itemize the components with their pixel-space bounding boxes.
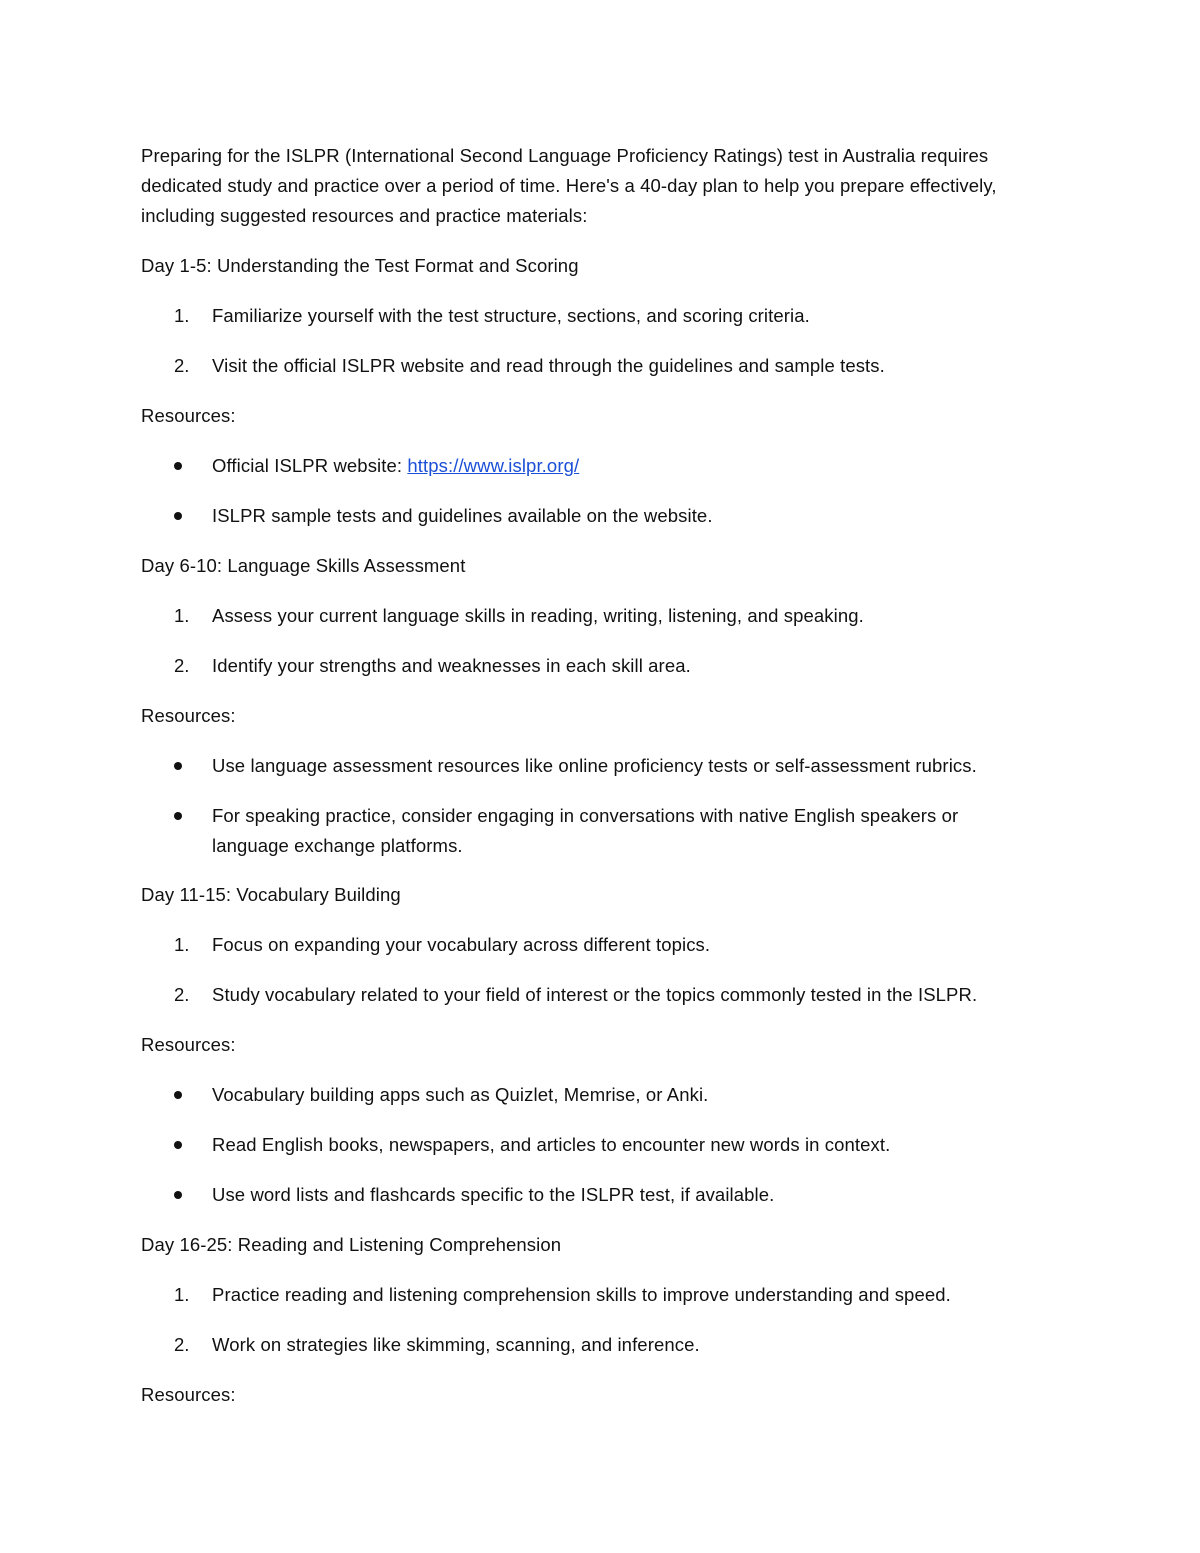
- step-text: Practice reading and listening comprehension skills to improve understanding and speed.: [212, 1284, 951, 1305]
- section-heading: Day 16-25: Reading and Listening Comprehension: [141, 1234, 562, 1255]
- resource-item: Vocabulary building apps such as Quizlet, Memrise, or Anki.: [212, 1084, 709, 1105]
- step-number: 1.: [174, 605, 190, 626]
- step-text: Study vocabulary related to your field of interest or the topics commonly tested in the ISLPR.: [212, 984, 978, 1005]
- step-text: Focus on expanding your vocabulary across different topics.: [212, 934, 711, 955]
- islpr-website-link[interactable]: https://www.islpr.org/: [407, 455, 580, 476]
- resources-label: Resources:: [141, 705, 236, 726]
- step-number: 2.: [174, 1334, 190, 1355]
- resource-item: Read English books, newspapers, and articles to encounter new words in context.: [212, 1134, 891, 1155]
- section-heading: Day 6-10: Language Skills Assessment: [141, 555, 466, 576]
- section-heading: Day 11-15: Vocabulary Building: [141, 884, 401, 905]
- step-number: 1.: [174, 1284, 190, 1305]
- step-text: Visit the official ISLPR website and read through the guidelines and sample tests.: [212, 355, 885, 376]
- bullet-dot: [174, 462, 182, 470]
- intro-line-2: dedicated study and practice over a period of time. Here's a 40-day plan to help you prepare effectively,: [141, 175, 997, 196]
- bullet-dot: [174, 512, 182, 520]
- step-text: Familiarize yourself with the test structure, sections, and scoring criteria.: [212, 305, 810, 326]
- step-text: Assess your current language skills in reading, writing, listening, and speaking.: [212, 605, 864, 626]
- step-text: Identify your strengths and weaknesses in each skill area.: [212, 655, 691, 676]
- bullet-dot: [174, 762, 182, 770]
- step-number: 2.: [174, 655, 190, 676]
- resource-text: Official ISLPR website:: [212, 455, 408, 476]
- step-number: 1.: [174, 934, 190, 955]
- intro-line-3: including suggested resources and practice materials:: [141, 205, 588, 226]
- bullet-dot: [174, 1091, 182, 1099]
- bullet-dot: [174, 812, 182, 820]
- resources-label: Resources:: [141, 405, 236, 426]
- resource-item-continued: language exchange platforms.: [212, 835, 463, 856]
- intro-line-1: Preparing for the ISLPR (International Second Language Proficiency Ratings) test in Australia requires: [141, 145, 989, 166]
- step-number: 1.: [174, 305, 190, 326]
- bullet-dot: [174, 1191, 182, 1199]
- step-number: 2.: [174, 355, 190, 376]
- step-text: Work on strategies like skimming, scanning, and inference.: [212, 1334, 700, 1355]
- resources-label: Resources:: [141, 1034, 236, 1055]
- resource-item: ISLPR sample tests and guidelines available on the website.: [212, 505, 713, 526]
- resource-item: [212, 451, 579, 481]
- resource-item: For speaking practice, consider engaging in conversations with native English speakers or: [212, 805, 959, 826]
- resource-item: Use word lists and flashcards specific to the ISLPR test, if available.: [212, 1184, 775, 1205]
- resources-label: Resources:: [141, 1384, 236, 1405]
- resource-item: Use language assessment resources like online proficiency tests or self-assessment rubrics.: [212, 755, 977, 776]
- bullet-dot: [174, 1141, 182, 1149]
- section-heading: Day 1-5: Understanding the Test Format and Scoring: [141, 255, 579, 276]
- step-number: 2.: [174, 984, 190, 1005]
